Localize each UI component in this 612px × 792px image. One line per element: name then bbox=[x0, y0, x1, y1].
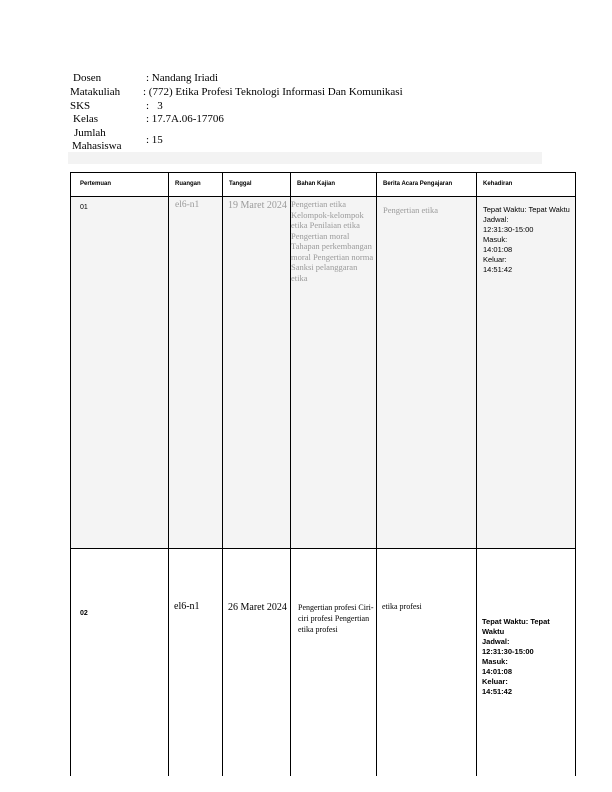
dosen-value: : Nandang Iriadi bbox=[146, 72, 219, 84]
row-1-berita-acara: Pengertian etika bbox=[383, 205, 438, 215]
row-divider bbox=[70, 548, 576, 549]
jumlah-value: : 15 bbox=[146, 134, 163, 146]
header-kehadiran: Kehadiran bbox=[483, 181, 513, 187]
row-2-jadwal: 12:31:30-15:00 bbox=[482, 647, 534, 656]
row-2-masuk-label: Masuk: bbox=[482, 657, 508, 666]
row-1-masuk: 14:01:08 bbox=[483, 245, 513, 254]
col-border-2 bbox=[222, 172, 223, 776]
row-2-bahan-kajian: Pengertian profesi Ciri-ciri profesi Pengertian etika profesi bbox=[298, 603, 374, 634]
jumlah-label-2: Mahasiswa bbox=[72, 140, 122, 152]
row-2-jadwal-label: Jadwal: bbox=[482, 637, 510, 646]
row-1-keluar: 14:51:42 bbox=[483, 265, 513, 274]
row-2-keluar-label: Keluar: bbox=[482, 677, 508, 686]
header-divider bbox=[70, 196, 576, 197]
row-2-keluar: 14:51:42 bbox=[482, 687, 513, 696]
sks-label: SKS bbox=[70, 100, 91, 112]
matakuliah-label: Matakuliah bbox=[70, 86, 121, 98]
row-1-jadwal-label: Jadwal: bbox=[483, 215, 509, 224]
row-2-masuk: 14:01:08 bbox=[482, 667, 513, 676]
row-1-masuk-label: Masuk: bbox=[483, 235, 508, 244]
col-border-4 bbox=[376, 172, 377, 776]
row-2-berita-acara: etika profesi bbox=[382, 602, 422, 611]
col-border-5 bbox=[476, 172, 477, 776]
kelas-value: : 17.7A.06-17706 bbox=[146, 113, 224, 125]
row-1-keluar-label: Keluar: bbox=[483, 255, 507, 264]
row-1-bahan-kajian: Pengertian etika Kelompok-kelompok etika Penilaian etika Pengertian moral Tahapan perkembangan moral Pengertian norma Sanksi pelanggaran etika bbox=[291, 199, 374, 283]
matakuliah-value: : (772) Etika Profesi Teknologi Informasi Dan Komunikasi bbox=[143, 86, 403, 98]
row-2-ruangan: el6-n1 bbox=[174, 601, 200, 612]
kelas-label: Kelas bbox=[73, 113, 99, 125]
header-tanggal: Tanggal bbox=[229, 181, 252, 187]
row-2-pertemuan: 02 bbox=[80, 610, 88, 617]
header-berita-acara: Berita Acara Pengajaran bbox=[383, 181, 453, 187]
row-2-tanggal: 26 Maret 2024 bbox=[228, 602, 287, 613]
row-1-kehadiran-status: Tepat Waktu: Tepat Waktu bbox=[483, 205, 570, 214]
row-2-kehadiran-status: Tepat Waktu: Tepat Waktu bbox=[482, 617, 550, 636]
row-2-kehadiran bbox=[482, 617, 572, 697]
col-border-6 bbox=[575, 172, 576, 776]
row-1-jadwal: 12:31:30-15:00 bbox=[483, 225, 534, 234]
table-border-top bbox=[70, 172, 576, 173]
dosen-label: Dosen bbox=[73, 72, 102, 84]
row-1-ruangan: el6-n1 bbox=[175, 200, 200, 210]
row-1-tanggal: 19 Maret 2024 bbox=[228, 200, 287, 211]
sks-value: : 3 bbox=[146, 100, 163, 112]
row-1-kehadiran bbox=[483, 205, 573, 275]
col-border-1 bbox=[168, 172, 169, 776]
row-1-pertemuan: 01 bbox=[80, 204, 88, 211]
header-ruangan: Ruangan bbox=[175, 181, 201, 187]
col-border-0 bbox=[70, 172, 71, 776]
header-band bbox=[68, 152, 542, 164]
attendance-table bbox=[70, 172, 576, 776]
header-bahan-kajian: Bahan Kajian bbox=[297, 181, 336, 187]
jumlah-label-1: Jumlah bbox=[74, 127, 106, 139]
header-pertemuan: Pertemuan bbox=[80, 181, 112, 187]
